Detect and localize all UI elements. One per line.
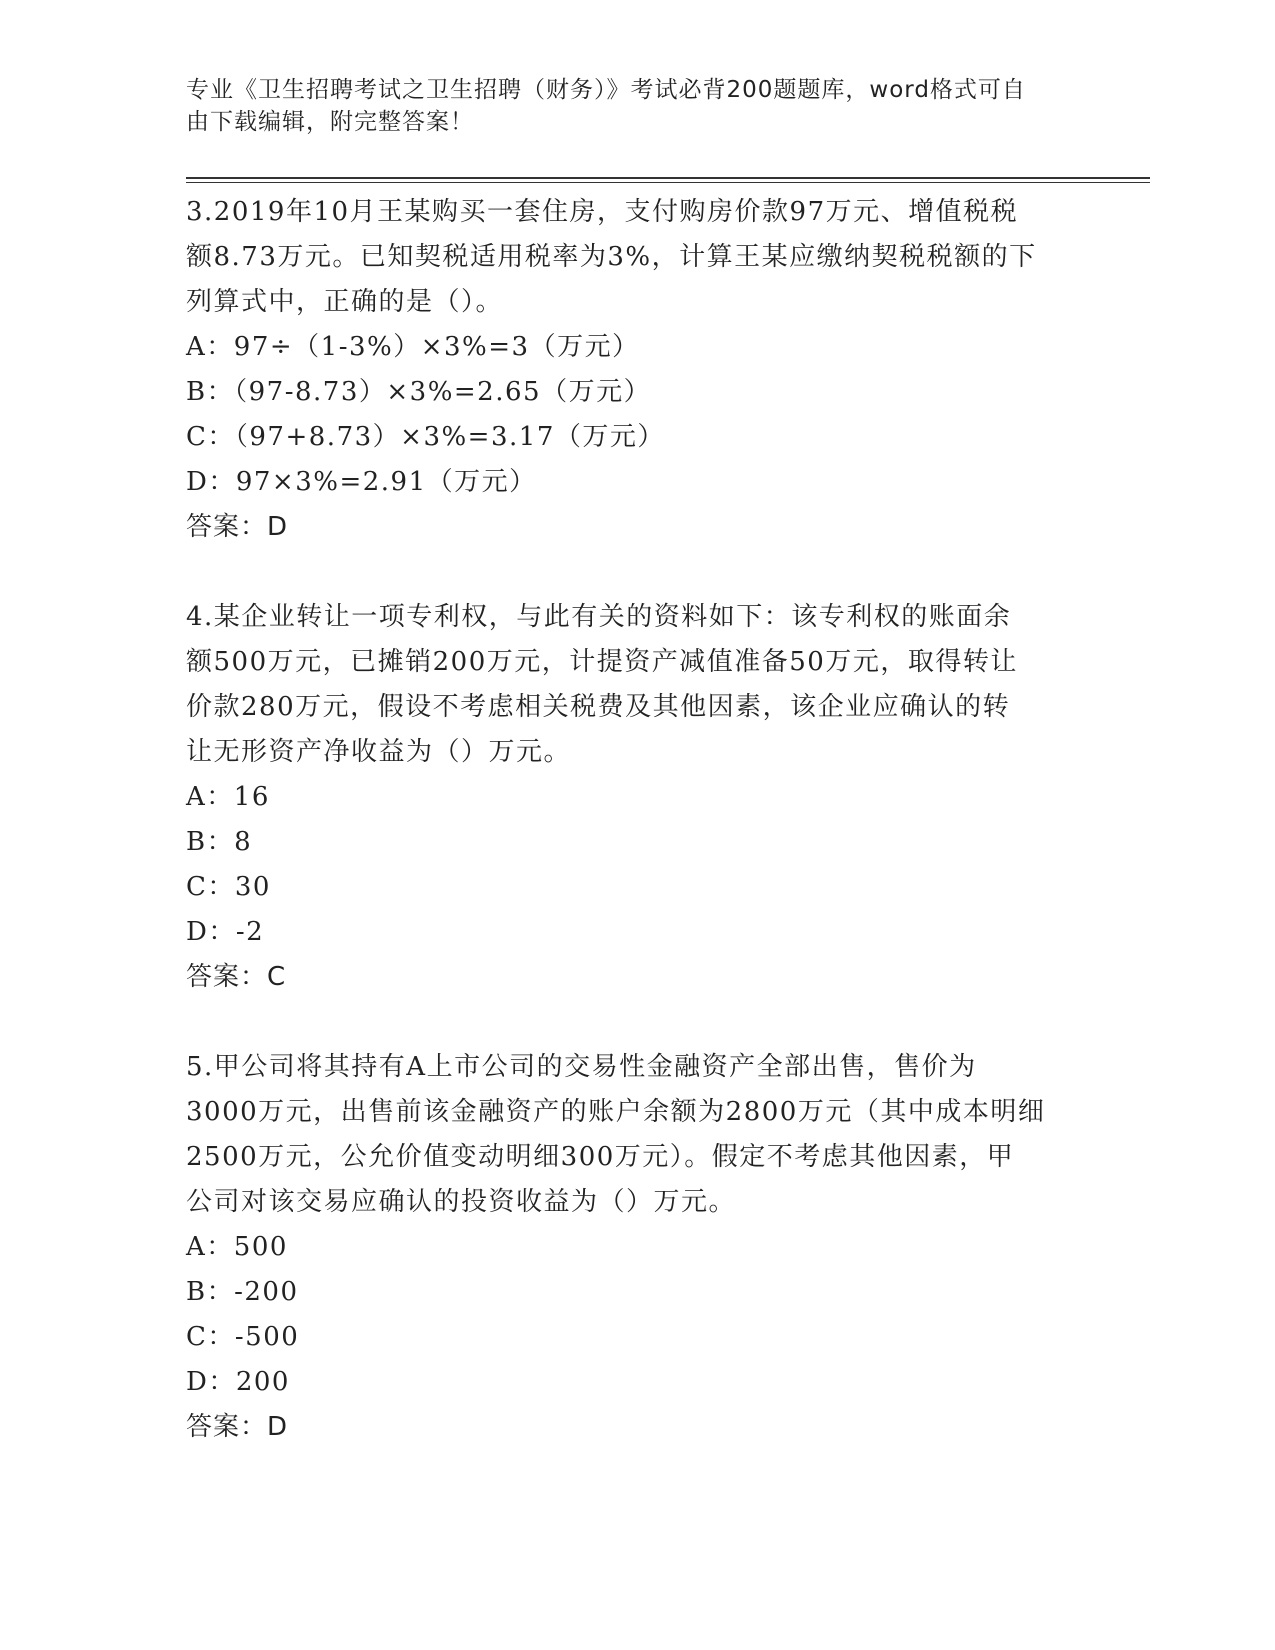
option-c: C：（97+8.73）×3%=3.17（万元）: [186, 422, 665, 452]
option-c: C：-500: [186, 1322, 300, 1352]
option-b: B：8: [186, 827, 253, 857]
option-b: B：-200: [186, 1277, 299, 1307]
question-stem-line: 让无形资产净收益为（）万元。: [186, 737, 572, 767]
answer-line: 答案：D: [186, 1412, 289, 1442]
option-d: D：97×3%=2.91（万元）: [186, 467, 537, 497]
header-divider-thick: [186, 177, 1150, 179]
document-header: [186, 74, 1066, 138]
option-a: A：16: [186, 782, 270, 812]
question-stem-line: 价款280万元，假设不考虑相关税费及其他因素，该企业应确认的转: [186, 692, 1011, 722]
question-3: [186, 190, 1086, 550]
question-4: [186, 595, 1086, 1000]
header-divider-thin: [186, 182, 1150, 183]
option-a: A：500: [186, 1232, 288, 1262]
question-5: [186, 1045, 1086, 1450]
option-b: B：（97-8.73）×3%=2.65（万元）: [186, 377, 652, 407]
option-c: C：30: [186, 872, 271, 902]
question-stem-line: 额500万元，已摊销200万元，计提资产减值准备50万元，取得转让: [186, 647, 1018, 677]
answer-line: 答案：C: [186, 962, 287, 992]
question-stem-line: 5.甲公司将其持有A上市公司的交易性金融资产全部出售，售价为: [186, 1052, 977, 1082]
header-line-1: 专业《卫生招聘考试之卫生招聘（财务）》考试必背200题题库，word格式可自: [186, 77, 1026, 103]
option-d: D：200: [186, 1367, 290, 1397]
question-stem-line: 3000万元，出售前该金融资产的账户余额为2800万元（其中成本明细: [186, 1097, 1046, 1127]
option-d: D：-2: [186, 917, 265, 947]
question-stem-line: 列算式中，正确的是（）。: [186, 287, 504, 317]
answer-line: 答案：D: [186, 512, 289, 542]
question-stem-line: 公司对该交易应确认的投资收益为（）万元。: [186, 1187, 737, 1217]
question-stem-line: 额8.73万元。已知契税适用税率为3%，计算王某应缴纳契税税额的下: [186, 242, 1037, 272]
header-line-2: 由下载编辑，附完整答案！: [186, 109, 474, 135]
question-stem-line: 2500万元，公允价值变动明细300万元）。假定不考虑其他因素，甲: [186, 1142, 1015, 1172]
question-list: [186, 190, 1086, 1495]
option-a: A：97÷（1-3%）×3%=3（万元）: [186, 332, 640, 362]
question-stem-line: 4.某企业转让一项专利权，与此有关的资料如下：该专利权的账面余: [186, 602, 1012, 632]
question-stem-line: 3.2019年10月王某购买一套住房，支付购房价款97万元、增值税税: [186, 197, 1019, 227]
